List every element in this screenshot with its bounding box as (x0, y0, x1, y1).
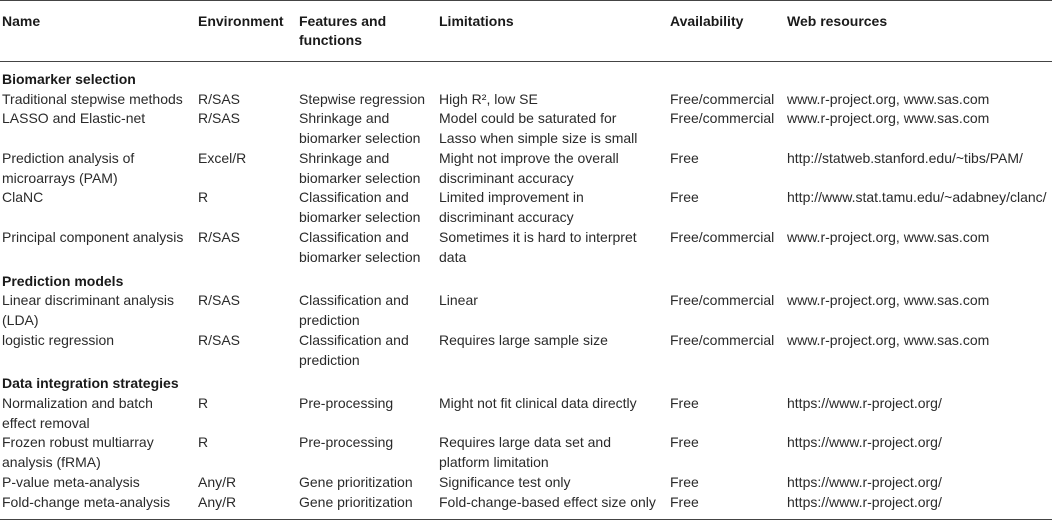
cell-availability: Free (670, 434, 699, 451)
cell-availability: Free/commercial (670, 90, 775, 107)
cell-availability: Free/commercial (670, 229, 775, 246)
cell-name (0, 188, 196, 228)
cell-features-line: Classification and (299, 229, 409, 246)
cell-availability: Free/commercial (670, 292, 775, 309)
cell-name-line: Frozen robust multiarray (2, 434, 154, 451)
header-features-line1: Features and (299, 13, 387, 29)
cell-web-resources: http://www.stat.tamu.edu/~adabney/clanc/ (787, 189, 1047, 206)
cell-name-line: Linear discriminant analysis (2, 292, 174, 309)
cell-name-line: Normalization and batch (2, 394, 153, 411)
table-header (0, 1, 1052, 62)
cell-features-line: Shrinkage and (299, 149, 390, 166)
cell-features (297, 394, 437, 434)
cell-environment: R (198, 189, 209, 206)
table-row (0, 149, 1052, 189)
cell-limitations-line: platform limitation (439, 454, 549, 471)
cell-limitations-line: discriminant accuracy (439, 169, 574, 186)
cell-availability: Free (670, 493, 699, 510)
cell-name (0, 228, 196, 268)
cell-name (0, 291, 196, 331)
cell-availability: Free (670, 394, 699, 411)
cell-availability: Free (670, 149, 699, 166)
cell-features (297, 90, 437, 110)
cell-features (297, 433, 437, 473)
section-title: Data integration strategies (2, 375, 179, 392)
cell-environment: Any/R (198, 493, 237, 510)
cell-features-line: biomarker selection (299, 169, 421, 186)
cell-limitations-line: Might not improve the overall (439, 149, 619, 166)
table-row (0, 394, 1052, 434)
cell-name-line: microarrays (PAM) (2, 169, 118, 186)
table-row (0, 109, 1052, 149)
cell-limitations-line: Requires large sample size (439, 331, 608, 348)
cell-features-line: prediction (299, 311, 360, 328)
cell-availability: Free/commercial (670, 331, 775, 348)
cell-limitations-line: Significance test only (439, 474, 571, 491)
cell-environment: R/SAS (198, 229, 241, 246)
cell-limitations (437, 331, 668, 371)
cell-limitations (437, 473, 668, 493)
cell-features-line: Pre-processing (299, 394, 394, 411)
section-row (0, 268, 1052, 292)
cell-name (0, 493, 196, 519)
cell-name-line: Fold-change meta-analysis (2, 493, 171, 510)
cell-limitations (437, 109, 668, 149)
cell-limitations-line: Linear (439, 292, 478, 309)
header-features (297, 1, 437, 62)
cell-name (0, 394, 196, 434)
cell-features-line: Classification and (299, 292, 409, 309)
header-availability: Availability (670, 13, 744, 29)
header-name: Name (2, 13, 41, 29)
cell-limitations-line: data (439, 248, 467, 265)
cell-name-line: Traditional stepwise methods (2, 90, 183, 107)
cell-name-line: Principal component analysis (2, 229, 184, 246)
cell-web-resources: www.r-project.org, www.sas.com (787, 292, 990, 309)
cell-limitations (437, 291, 668, 331)
header-row (0, 1, 1052, 62)
cell-web-resources: https://www.r-project.org/ (787, 394, 942, 411)
table-row (0, 473, 1052, 493)
section-row (0, 370, 1052, 394)
cell-features (297, 149, 437, 189)
cell-features (297, 291, 437, 331)
cell-features (297, 331, 437, 371)
cell-features-line: prediction (299, 351, 360, 368)
cell-web-resources: www.r-project.org, www.sas.com (787, 110, 990, 127)
cell-limitations-line: Sometimes it is hard to interpret (439, 229, 637, 246)
cell-environment: R/SAS (198, 331, 241, 348)
cell-limitations-line: Limited improvement in (439, 189, 584, 206)
header-environment: Environment (198, 13, 284, 29)
cell-name (0, 90, 196, 110)
cell-name-line: logistic regression (2, 331, 115, 348)
cell-name (0, 331, 196, 371)
cell-environment: R/SAS (198, 90, 241, 107)
table-row (0, 493, 1052, 519)
header-web-resources: Web resources (787, 13, 888, 29)
cell-environment: R (198, 394, 209, 411)
cell-name-line: LASSO and Elastic-net (2, 110, 146, 127)
cell-availability: Free (670, 474, 699, 491)
cell-name (0, 109, 196, 149)
cell-limitations (437, 394, 668, 434)
section-title: Biomarker selection (2, 71, 136, 87)
cell-limitations-line: Might not fit clinical data directly (439, 394, 637, 411)
cell-availability: Free (670, 189, 699, 206)
cell-features-line: Pre-processing (299, 434, 394, 451)
cell-limitations-line: Model could be saturated for (439, 110, 617, 127)
cell-features-line: biomarker selection (299, 248, 421, 265)
cell-name (0, 433, 196, 473)
cell-limitations (437, 228, 668, 268)
table-row (0, 90, 1052, 110)
cell-features-line: biomarker selection (299, 209, 421, 226)
table-row (0, 228, 1052, 268)
cell-environment: Excel/R (198, 149, 247, 166)
cell-limitations (437, 433, 668, 473)
cell-environment: R/SAS (198, 292, 241, 309)
cell-web-resources: www.r-project.org, www.sas.com (787, 90, 990, 107)
cell-limitations (437, 493, 668, 519)
cell-name (0, 473, 196, 493)
cell-name-line: (LDA) (2, 311, 39, 328)
cell-features (297, 493, 437, 519)
cell-name-line: P-value meta-analysis (2, 474, 140, 491)
cell-web-resources: https://www.r-project.org/ (787, 434, 942, 451)
table-row (0, 188, 1052, 228)
cell-limitations (437, 188, 668, 228)
cell-features (297, 188, 437, 228)
cell-features (297, 473, 437, 493)
cell-features (297, 228, 437, 268)
cell-limitations-line: High R², low SE (439, 90, 538, 107)
cell-environment: Any/R (198, 474, 237, 491)
cell-features-line: Classification and (299, 331, 409, 348)
cell-limitations (437, 90, 668, 110)
table-body (0, 62, 1052, 520)
table-row (0, 291, 1052, 331)
cell-environment: R (198, 434, 209, 451)
table-row (0, 433, 1052, 473)
cell-environment: R/SAS (198, 110, 241, 127)
cell-name-line: Prediction analysis of (2, 149, 135, 166)
header-limitations: Limitations (439, 13, 514, 29)
cell-limitations-line: Requires large data set and (439, 434, 611, 451)
cell-limitations (437, 149, 668, 189)
header-features-line2: functions (299, 32, 362, 48)
cell-web-resources: https://www.r-project.org/ (787, 493, 942, 510)
cell-web-resources: https://www.r-project.org/ (787, 474, 942, 491)
section-row (0, 62, 1052, 90)
cell-web-resources: http://statweb.stanford.edu/~tibs/PAM/ (787, 149, 1023, 166)
cell-name-line: ClaNC (2, 189, 44, 206)
cell-features-line: Classification and (299, 189, 409, 206)
cell-features (297, 109, 437, 149)
section-title: Prediction models (2, 272, 124, 289)
cell-availability: Free/commercial (670, 110, 775, 127)
table-row (0, 331, 1052, 371)
cell-name-line: analysis (fRMA) (2, 454, 101, 471)
cell-limitations-line: Fold-change-based effect size only (439, 493, 656, 510)
cell-features-line: Gene prioritization (299, 493, 413, 510)
cell-web-resources: www.r-project.org, www.sas.com (787, 331, 990, 348)
cell-features-line: biomarker selection (299, 130, 421, 147)
cell-features-line: Shrinkage and (299, 110, 390, 127)
cell-limitations-line: discriminant accuracy (439, 209, 574, 226)
cell-features-line: Stepwise regression (299, 90, 426, 107)
cell-features-line: Gene prioritization (299, 474, 413, 491)
cell-name (0, 149, 196, 189)
cell-web-resources: www.r-project.org, www.sas.com (787, 229, 990, 246)
cell-name-line: effect removal (2, 414, 90, 431)
cell-limitations-line: Lasso when simple size is small (439, 130, 638, 147)
